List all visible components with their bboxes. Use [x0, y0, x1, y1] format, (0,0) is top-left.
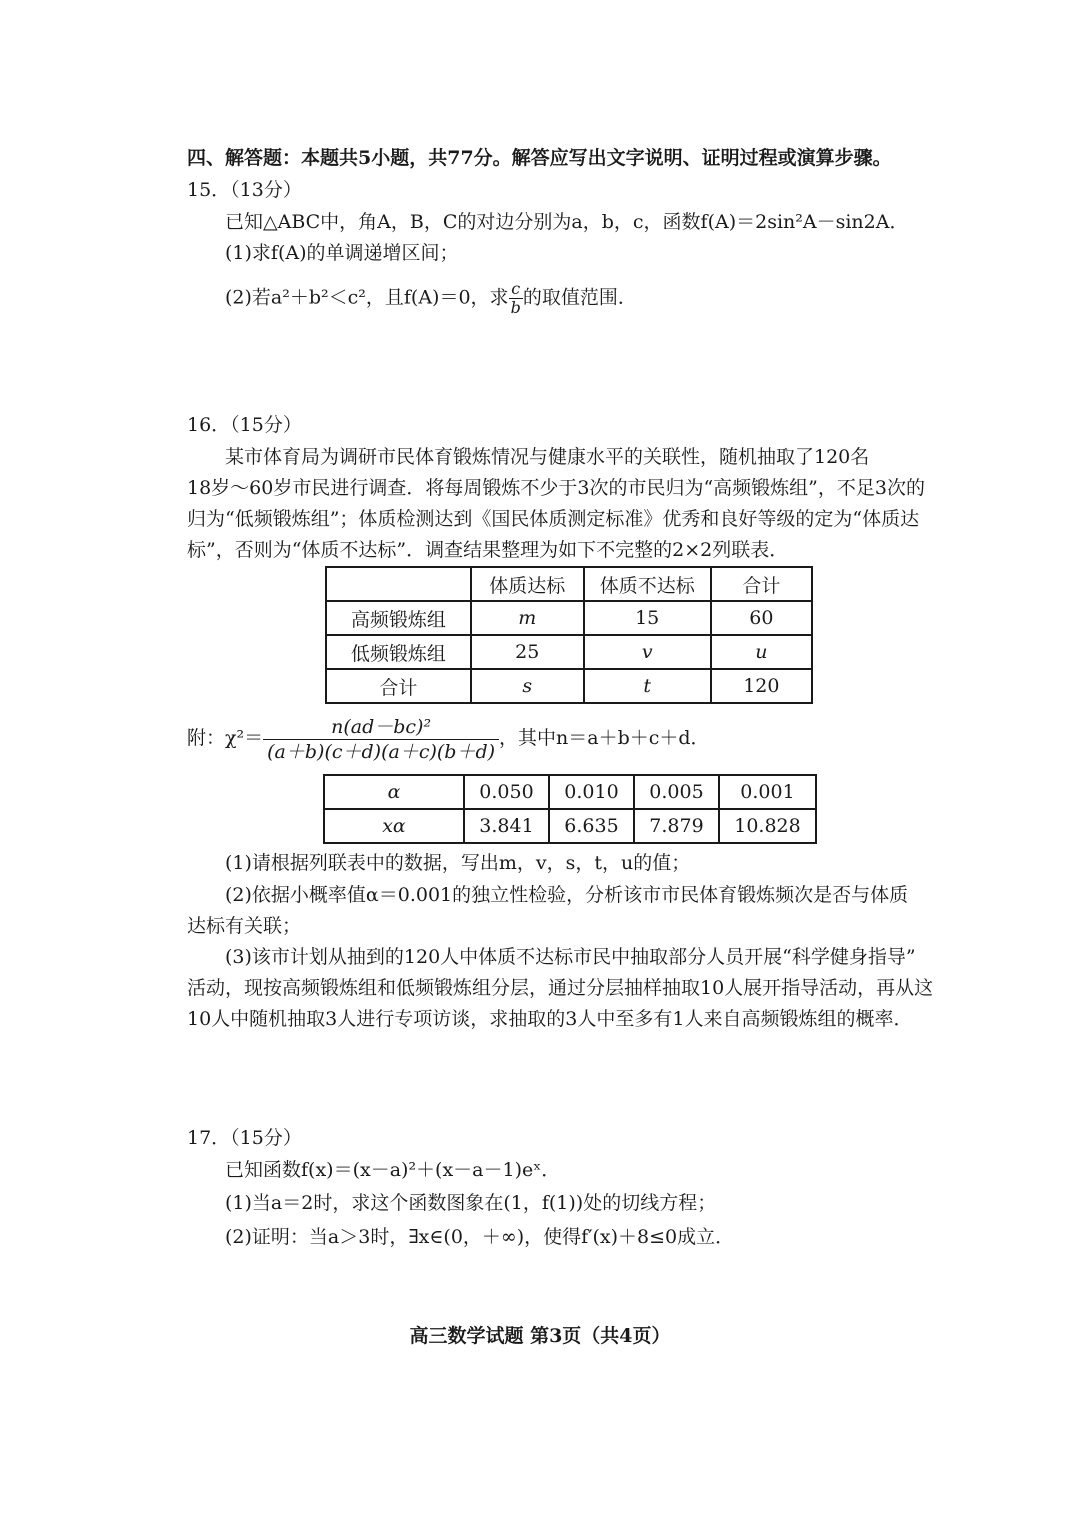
table-cell: xα [324, 809, 464, 843]
q17-part2: (2)证明：当a＞3时，∃x∈(0，＋∞)，使得f′(x)＋8≤0成立． [225, 1226, 735, 1248]
table-cell: 3.841 [464, 809, 549, 843]
q16-part2-line2: 达标有关联； [187, 915, 302, 937]
q16-text3: 归为“低频锻炼组”；体质检测达到《国民体质测定标准》优秀和良好等级的定为“体质达 [187, 508, 920, 530]
contingency-table [325, 566, 813, 704]
table-cell: 10.828 [719, 809, 816, 843]
table-row [326, 669, 812, 703]
q16-part3-line3: 10人中随机抽取3人进行专项访谈，求抽取的3人中至多有1人来自高频锻炼组的概率． [187, 1008, 913, 1030]
table-cell: 15 [584, 601, 711, 635]
formula-numerator: n(ad－bc)² [263, 715, 499, 740]
table-cell: 0.050 [464, 775, 549, 809]
q16-part2-line1: (2)依据小概率值α＝0.001的独立性检验，分析该市市民体育锻炼频次是否与体质 [225, 884, 909, 906]
formula-denominator: (a＋b)(c＋d)(a＋c)(b＋d) [267, 740, 496, 763]
q16-part3-line1: (3)该市计划从抽到的120人中体质不达标市民中抽取部分人员开展“科学健身指导” [225, 946, 916, 968]
table-row [326, 601, 812, 635]
formula-prefix: 附：χ²＝ [187, 727, 264, 749]
q17-part1: (1)当a＝2时，求这个函数图象在(1，f(1))处的切线方程； [225, 1192, 717, 1214]
table-cell: 0.005 [634, 775, 719, 809]
table-cell: 0.001 [719, 775, 816, 809]
table-cell: u [711, 635, 812, 669]
table-header-cell: 体质达标 [471, 567, 584, 601]
q15-fraction [509, 280, 523, 317]
q16-text4: 标”，否则为“体质不达标”．调查结果整理为如下不完整的2×2列联表． [187, 539, 789, 561]
q16-part3-line2: 活动，现按高频锻炼组和低频锻炼组分层，通过分层抽样抽取10人展开指导活动，再从这 [187, 977, 934, 999]
q16-text1: 某市体育局为调研市民体育锻炼情况与健康水平的关联性，随机抽取了120名 [225, 446, 870, 468]
table-cell: 25 [471, 635, 584, 669]
table-cell: 6.635 [549, 809, 634, 843]
q16-text2: 18岁～60岁市民进行调查．将每周锻炼不少于3次的市民归为“高频锻炼组”，不足3次的 [187, 477, 925, 499]
table-cell: v [584, 635, 711, 669]
table-cell: 低频锻炼组 [326, 635, 471, 669]
table-cell: 0.010 [549, 775, 634, 809]
table-cell: α [324, 775, 464, 809]
table-cell: s [471, 669, 584, 703]
q16-label: 16．（15分） [187, 414, 302, 436]
table-row [324, 809, 816, 843]
chi-square-formula [187, 712, 710, 764]
q15-part1: (1)求f(A)的单调递增区间； [225, 242, 459, 264]
q15-part2-before: (2)若a²＋b²＜c²，且f(A)＝0，求 [225, 286, 509, 309]
q15-part2-after: 的取值范围． [522, 286, 637, 309]
table-cell: 7.879 [634, 809, 719, 843]
page-footer: 高三数学试题 第3页（共4页） [409, 1325, 671, 1347]
table-cell: 合计 [326, 669, 471, 703]
table-row [326, 567, 812, 601]
table-cell: 高频锻炼组 [326, 601, 471, 635]
section-heading: 四、解答题：本题共5小题，共77分。解答应写出文字说明、证明过程或演算步骤。 [187, 147, 892, 169]
q17-label: 17．（15分） [187, 1127, 302, 1149]
q15-stem: 已知△ABC中，角A，B，C的对边分别为a，b，c，函数f(A)＝2sin²A－sin2A． [225, 211, 909, 233]
table-header-cell [326, 567, 471, 601]
q15-part2 [225, 280, 637, 317]
table-row [324, 775, 816, 809]
q15-frac-num: c [509, 280, 523, 299]
q15-frac-den: b [510, 298, 521, 317]
table-cell: 60 [711, 601, 812, 635]
formula-fraction [263, 715, 499, 764]
q16-part1: (1)请根据列联表中的数据，写出m，v，s，t，u的值； [225, 852, 691, 874]
critical-value-table [323, 774, 817, 844]
table-row [326, 635, 812, 669]
q17-stem: 已知函数f(x)＝(x－a)²＋(x－a－1)eˣ． [225, 1159, 561, 1181]
formula-suffix: ，其中n＝a＋b＋c＋d． [499, 727, 710, 749]
table-header-cell: 合计 [711, 567, 812, 601]
table-header-cell: 体质不达标 [584, 567, 711, 601]
table-cell: 120 [711, 669, 812, 703]
q15-label: 15．（13分） [187, 179, 302, 201]
table-cell: m [471, 601, 584, 635]
table-cell: t [584, 669, 711, 703]
